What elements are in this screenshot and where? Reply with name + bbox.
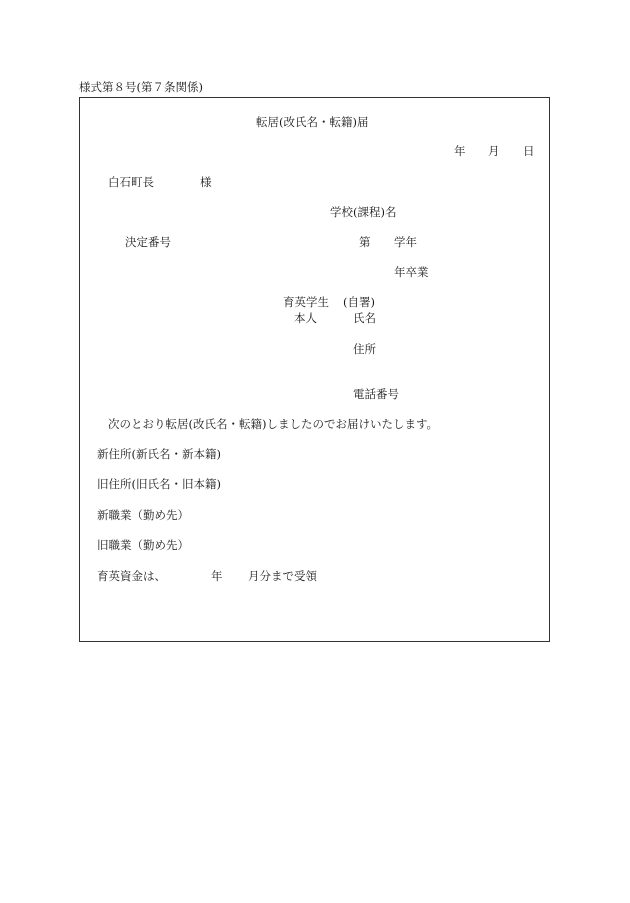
signature-note: (自署)	[343, 295, 375, 309]
grade-suffix: 学年	[394, 235, 417, 249]
scholarship-prefix: 育英資金は、	[97, 569, 166, 583]
form-title: 転居(改氏名・転籍)届	[256, 115, 369, 129]
grade-prefix: 第	[359, 235, 371, 249]
addressee-name: 白石町長	[108, 175, 154, 189]
school-label: 学校(課程)名	[330, 205, 397, 219]
old-address-label: 旧住所(旧氏名・旧本籍)	[97, 477, 221, 491]
decision-number-label: 決定番号	[125, 235, 171, 249]
applicant-role-line2: 本人	[294, 311, 317, 325]
phone-label: 電話番号	[353, 387, 399, 401]
date-month-label: 月	[488, 144, 500, 158]
scholarship-year-label: 年	[211, 569, 223, 583]
new-job-label: 新職業（勤め先）	[97, 508, 189, 522]
statement-text: 次のとおり転居(改氏名・転籍)しましたのでお届けいたします。	[108, 417, 439, 431]
addressee-honorific: 様	[200, 175, 212, 189]
old-job-label: 旧職業（勤め先）	[97, 538, 189, 552]
new-address-label: 新住所(新氏名・新本籍)	[97, 447, 221, 461]
scholarship-suffix: 月分まで受領	[248, 569, 317, 583]
date-day-label: 日	[523, 144, 535, 158]
date-year-label: 年	[454, 144, 466, 158]
address-label: 住所	[353, 342, 376, 356]
applicant-name-label: 氏名	[353, 311, 376, 325]
graduation-label: 年卒業	[394, 265, 429, 279]
form-number: 様式第８号(第７条関係)	[79, 80, 203, 94]
applicant-role-line1: 育英学生	[283, 295, 329, 309]
